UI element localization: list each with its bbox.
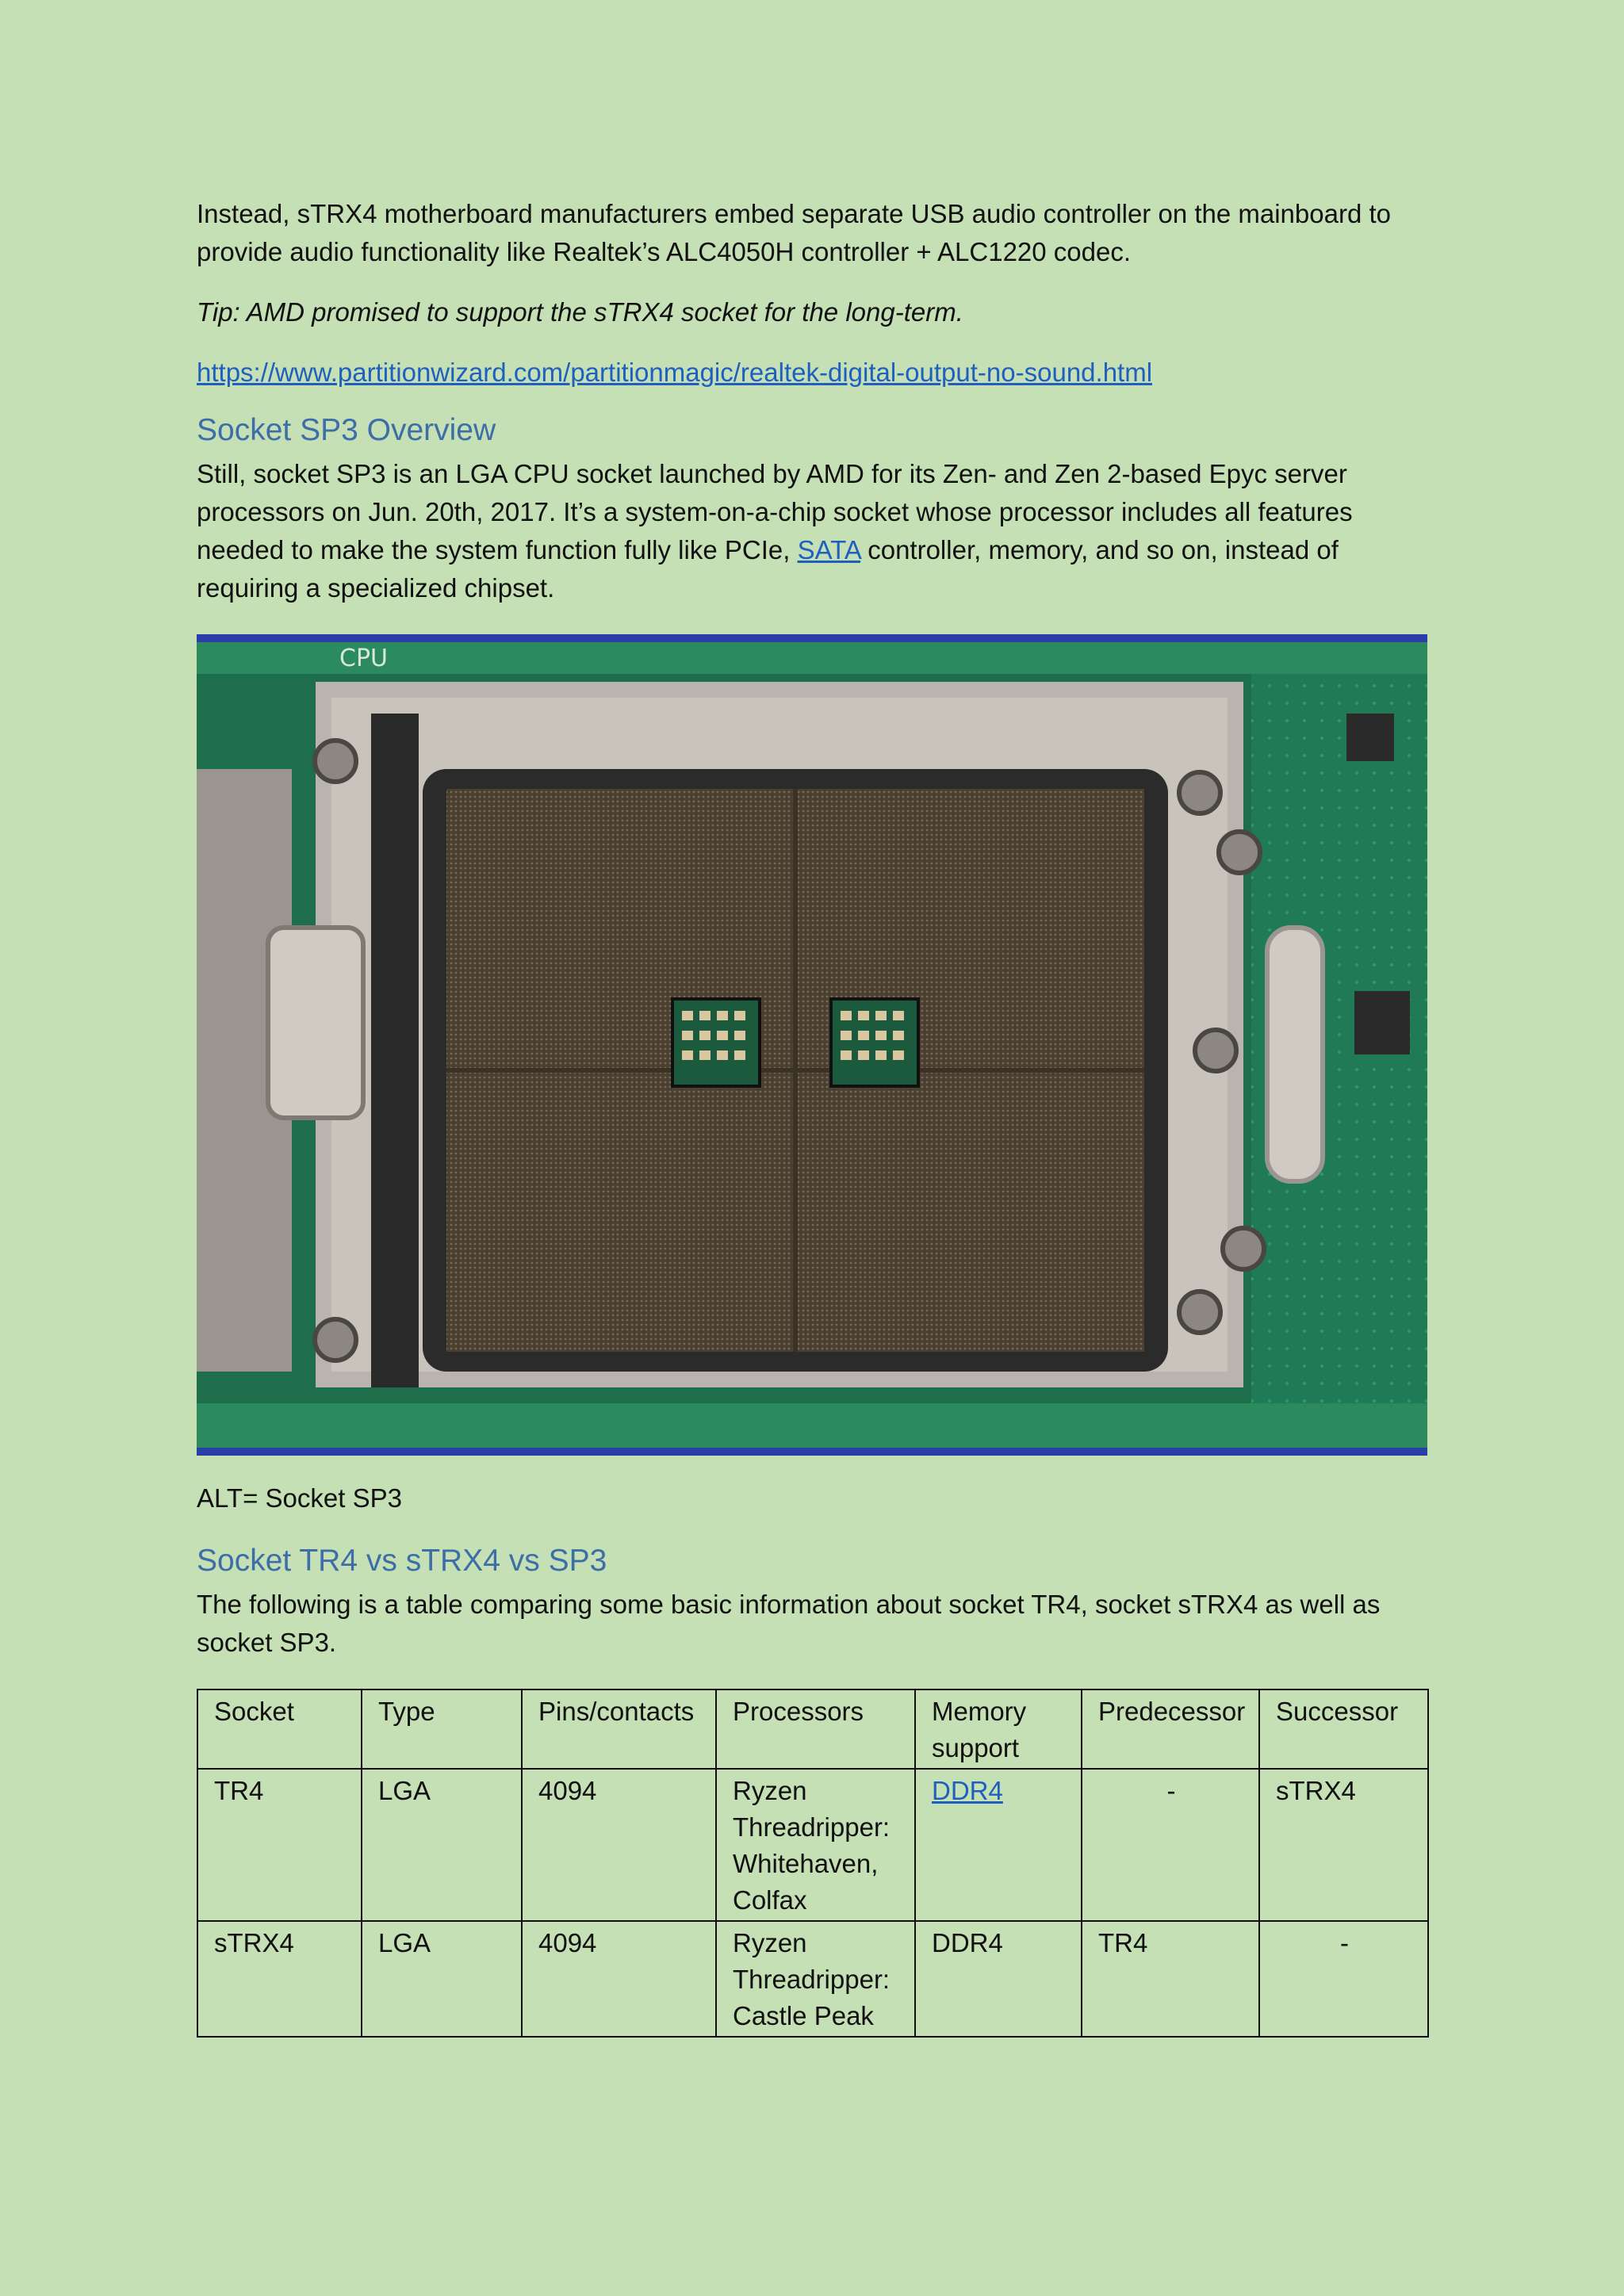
table-row: [197, 1921, 1428, 2037]
header-cell: Pins/contacts: [522, 1689, 716, 1769]
header-cell: Processors: [716, 1689, 915, 1769]
link-line: [197, 354, 1427, 392]
table-cell: sTRX4: [197, 1921, 362, 2037]
table-cell: TR4: [197, 1769, 362, 1921]
table-cell: [915, 1769, 1082, 1921]
table-cell: LGA: [362, 1769, 522, 1921]
table-cell: LGA: [362, 1921, 522, 2037]
table-cell: -: [1259, 1921, 1428, 2037]
header-cell: Socket: [197, 1689, 362, 1769]
socket-comparison-table: [197, 1689, 1429, 2038]
table-cell: Ryzen Threadripper: Whitehaven, Colfax: [716, 1769, 915, 1921]
socket-sp3-illustration: [197, 642, 1427, 1448]
tip-text: Tip: AMD promised to support the sTRX4 socket for the long-term.: [197, 297, 963, 327]
comparison-paragraph: The following is a table comparing some basic information about socket TR4, socket sTRX4 as well as socket SP3.: [197, 1590, 1381, 1657]
socket-sp3-photo: [197, 634, 1427, 1456]
table-cell: DDR4: [915, 1921, 1082, 2037]
sp3-text-after: controller, memory, and so on, instead of requiring a specialized chipset.: [197, 535, 1339, 603]
table-cell: Ryzen Threadripper: Castle Peak: [716, 1921, 915, 2037]
table-header-row: [197, 1689, 1428, 1769]
page-content: [197, 195, 1427, 2038]
header-cell: Predecessor: [1082, 1689, 1259, 1769]
header-cell: Type: [362, 1689, 522, 1769]
sata-link[interactable]: SATA: [797, 535, 861, 564]
table-cell: 4094: [522, 1921, 716, 2037]
table-cell: 4094: [522, 1769, 716, 1921]
cpu-silkscreen: CPU: [339, 645, 388, 672]
table-cell: sTRX4: [1259, 1769, 1428, 1921]
table-row: [197, 1769, 1428, 1921]
photo-alt-caption: ALT= Socket SP3: [197, 1483, 402, 1513]
sp3-heading: Socket SP3 Overview: [197, 413, 496, 447]
header-cell: Successor: [1259, 1689, 1428, 1769]
table-cell: -: [1082, 1769, 1259, 1921]
intro-paragraph: Instead, sTRX4 motherboard manufacturers embed separate USB audio controller on the mainboard to provide audio functionality like Realtek’s ALC4050H controller + ALC1220 codec.: [197, 199, 1391, 266]
comparison-heading: Socket TR4 vs sTRX4 vs SP3: [197, 1544, 607, 1578]
sp3-text-before: Still, socket SP3 is an LGA CPU socket launched by AMD for its Zen- and Zen 2-based Epyc server processors on Jun. 20th, 2017. It’s a system-on-a-chip socket whose processor includes all features needed to make the system function fully like PCIe,: [197, 459, 1353, 564]
header-cell: Memory support: [915, 1689, 1082, 1769]
table-cell: TR4: [1082, 1921, 1259, 2037]
realtek-article-link[interactable]: https://www.partitionwizard.com/partitionmagic/realtek-digital-output-no-sound.html: [197, 358, 1153, 387]
sp3-paragraph: [197, 455, 1427, 607]
ddr4-link[interactable]: DDR4: [932, 1776, 1003, 1805]
